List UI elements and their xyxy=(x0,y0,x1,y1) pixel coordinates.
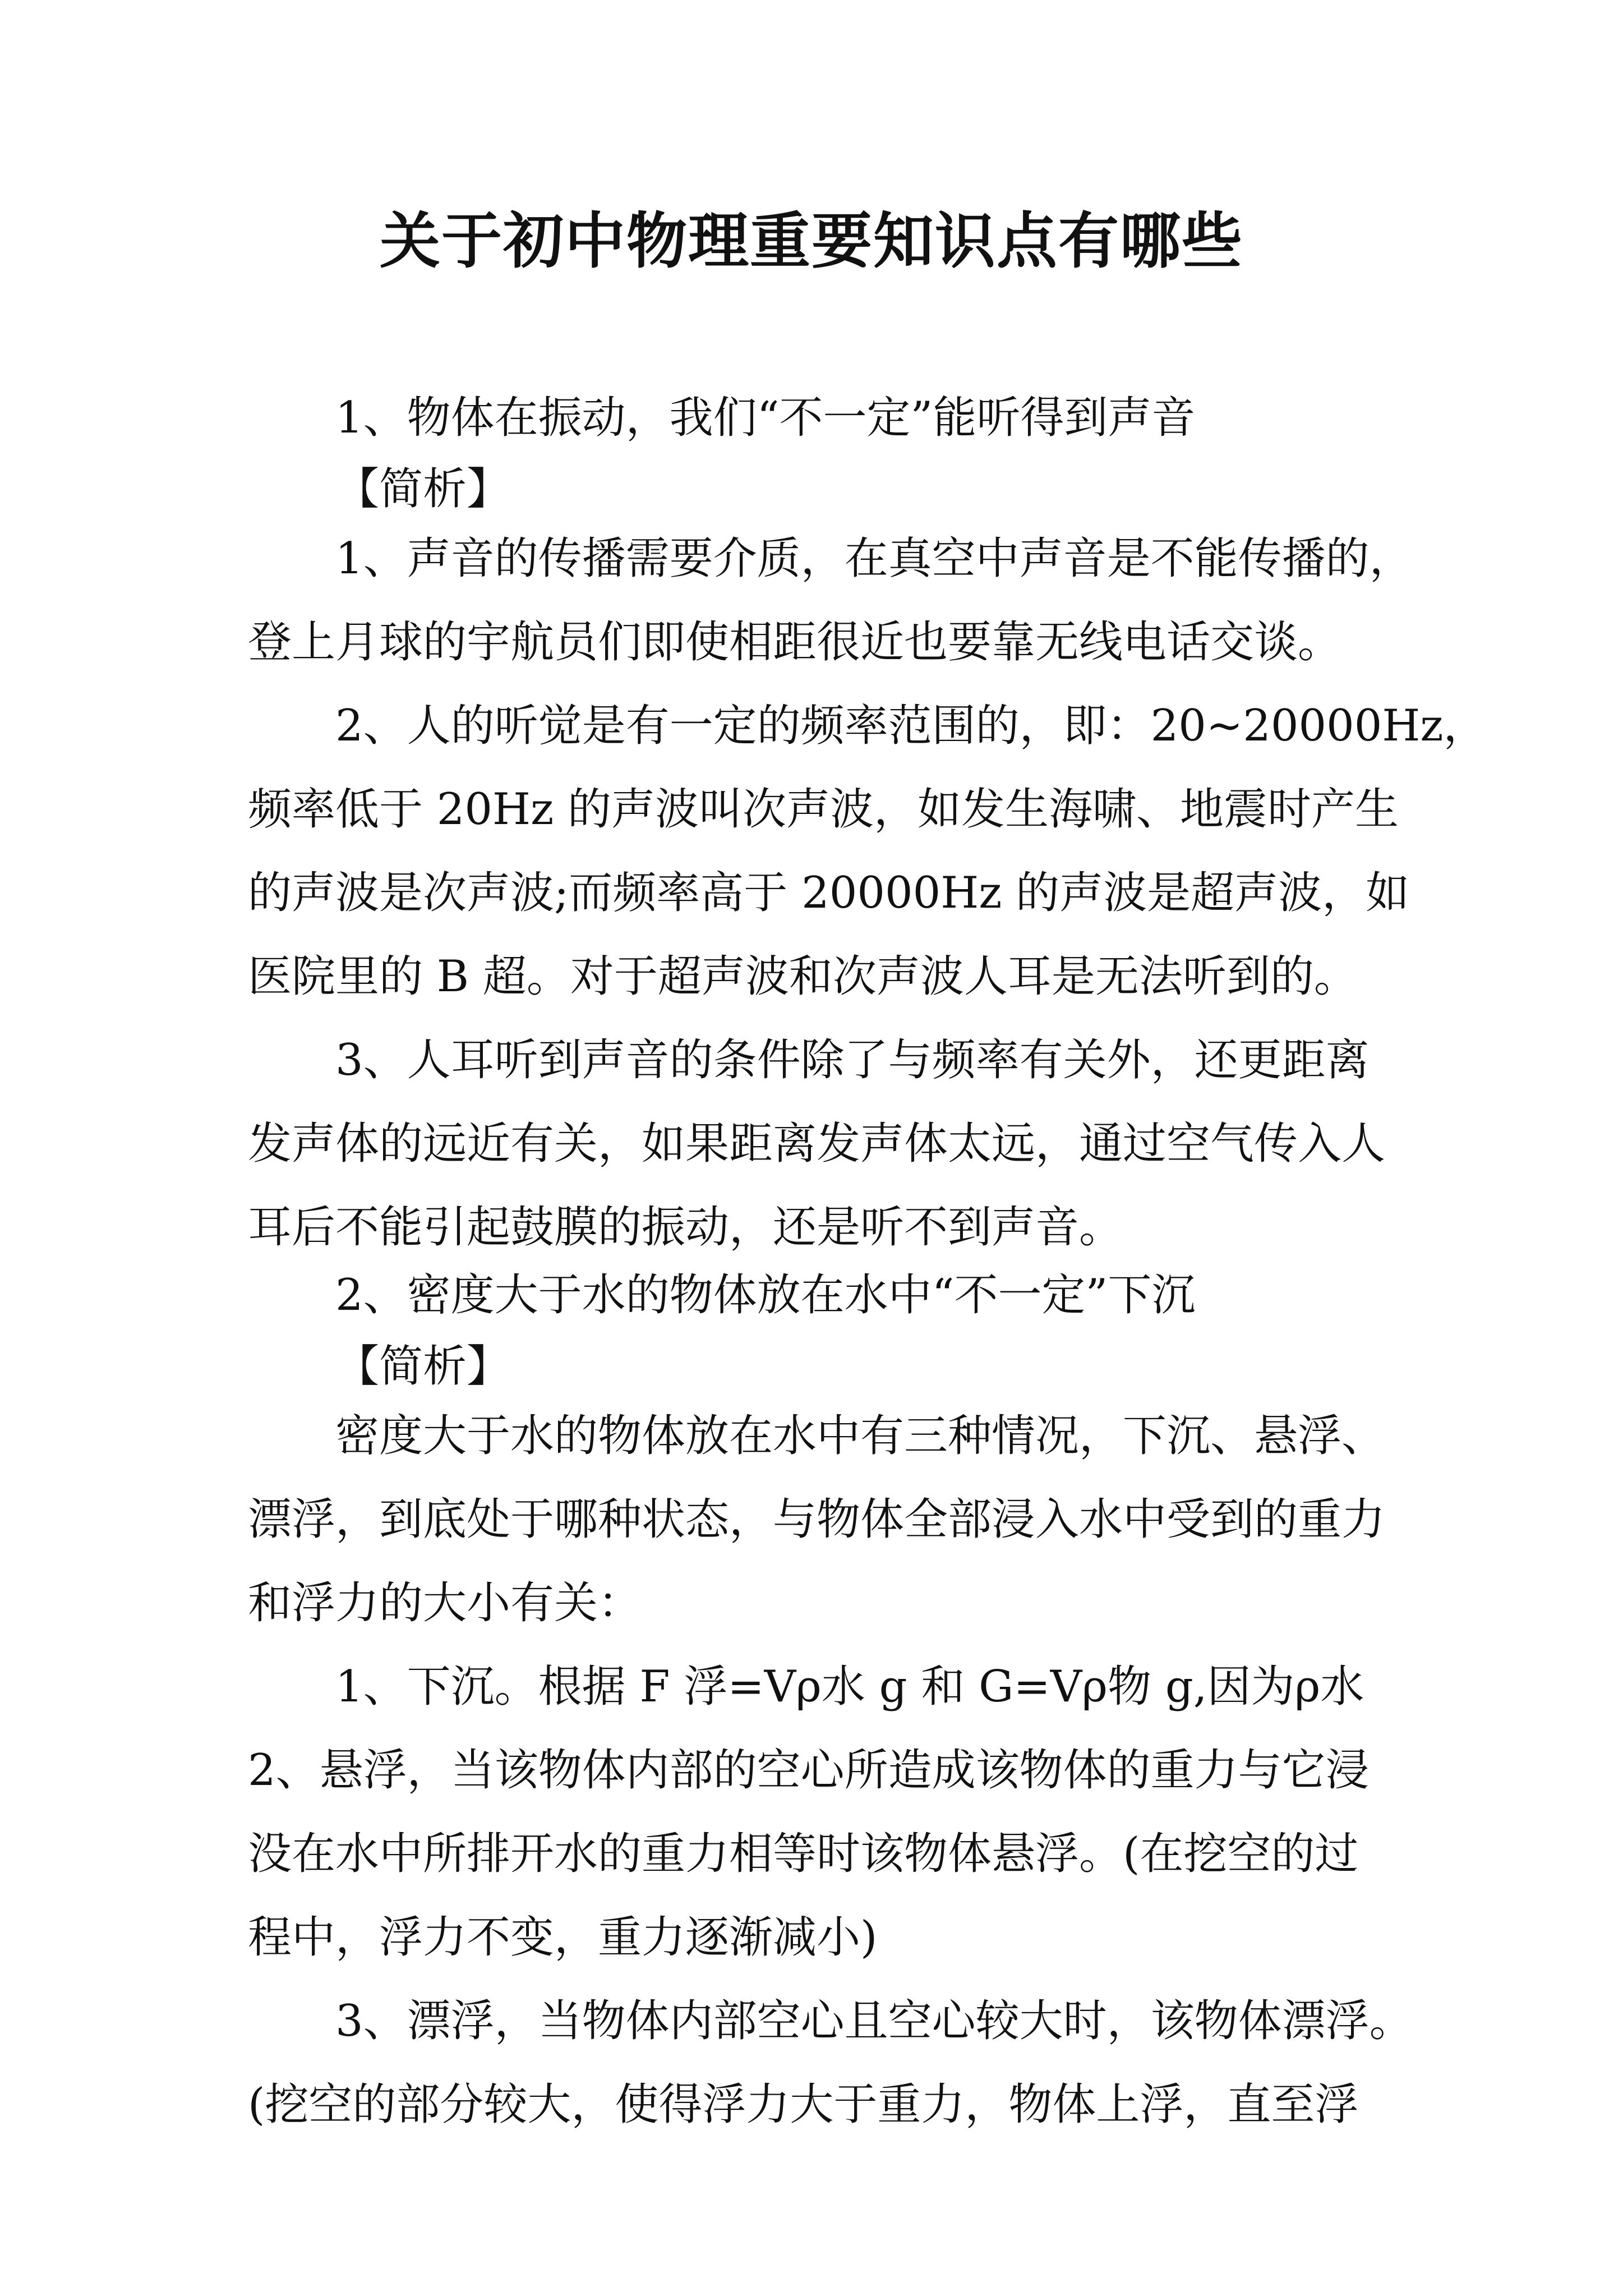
text-line: 频率低于 20Hz 的声波叫次声波，如发生海啸、地震时产生 xyxy=(248,784,1399,835)
text-line: 的声波是次声波;而频率高于 20000Hz 的声波是超声波，如 xyxy=(248,868,1410,918)
text-line: 没在水中所排开水的重力相等时该物体悬浮。(在挖空的过 xyxy=(248,1829,1359,1879)
text-line: 医院里的 B 超。对于超声波和次声波人耳是无法听到的。 xyxy=(248,951,1358,1002)
text-line: 和浮力的大小有关： xyxy=(248,1578,642,1628)
text-line: 【简析】 xyxy=(335,464,511,514)
text-line: 程中，浮力不变，重力逐渐减小) xyxy=(248,1912,878,1963)
text-line: 密度大于水的物体放在水中有三种情况，下沉、悬浮、 xyxy=(335,1411,1386,1461)
text-line: 登上月球的宇航员们即使相距很近也要靠无线电话交谈。 xyxy=(248,617,1342,668)
text-line: 1、声音的传播需要介质，在真空中声音是不能传播的， xyxy=(335,533,1413,584)
text-line: 【简析】 xyxy=(335,1341,511,1392)
text-line: 耳后不能引起鼓膜的振动，还是听不到声音。 xyxy=(248,1202,1123,1253)
text-line: 3、漂浮，当物体内部空心且空心较大时，该物体漂浮。 xyxy=(335,1996,1413,2046)
text-line: (挖空的部分较大，使得浮力大于重力，物体上浮，直至浮 xyxy=(248,2079,1359,2130)
text-line: 3、人耳听到声音的条件除了与频率有关外，还更距离 xyxy=(335,1035,1370,1085)
text-line: 2、悬浮，当该物体内部的空心所造成该物体的重力与它浸 xyxy=(248,1745,1370,1796)
text-line: 漂浮，到底处于哪种状态，与物体全部浸入水中受到的重力 xyxy=(248,1494,1386,1545)
text-line: 2、人的听觉是有一定的频率范围的，即：20~20000Hz， xyxy=(335,701,1487,751)
text-line: 发声体的远近有关，如果距离发声体太远，通过空气传入人 xyxy=(248,1119,1386,1169)
document-title: 关于初中物理重要知识点有哪些 xyxy=(379,206,1243,277)
text-line: 1、物体在振动，我们“不一定”能听得到声音 xyxy=(335,393,1196,443)
text-line: 1、下沉。根据 F 浮=Vρ水 g 和 G=Vρ物 g,因为ρ水 xyxy=(335,1662,1364,1712)
text-line: 2、密度大于水的物体放在水中“不一定”下沉 xyxy=(335,1270,1196,1320)
